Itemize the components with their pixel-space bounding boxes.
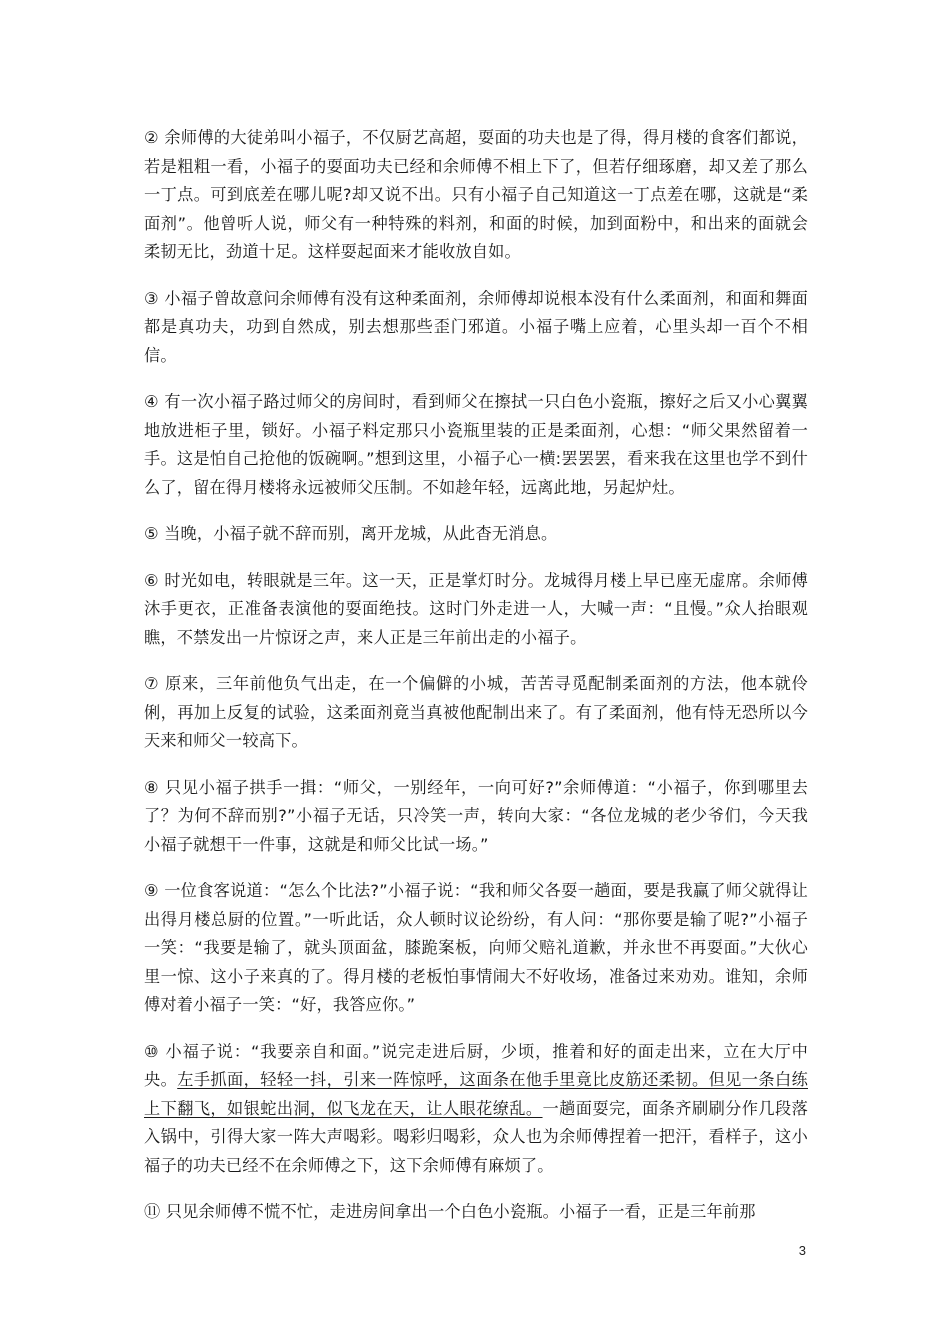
paragraph-7 <box>144 670 808 756</box>
story-text <box>144 124 808 1245</box>
paragraph-5 <box>144 520 808 549</box>
paragraph-number: ⑧ <box>144 777 160 797</box>
paragraph-text: 小福子说：“我要亲自和面。”说完走进后厨，少顷，推着和好的面走出来，立在大厅中央。 <box>144 1041 808 1089</box>
paragraph-text: 只见小福子拱手一揖：“师父，一别经年，一向可好?”余师傅道：“小福子，你到哪里去了？为何不辞而别?”小福子无话，只冷笑一声，转向大家：“各位龙城的老少爷们，今天我小福子就想干一件事，这就是和师父比试一场。” <box>144 777 808 854</box>
paragraph-4 <box>144 388 808 502</box>
paragraph-8 <box>144 774 808 860</box>
paragraph-number: ⑪ <box>144 1202 161 1221</box>
paragraph-text: 原来，三年前他负气出走，在一个偏僻的小城，苦苦寻觅配制柔面剂的方法，他本就伶俐，再加上反复的试验，这柔面剂竟当真被他配制出来了。有了柔面剂，他有恃无恐所以今天来和师父一较高下。 <box>144 674 808 750</box>
paragraph-text: 有一次小福子路过师父的房间时，看到师父在擦拭一只白色小瓷瓶，擦好之后又小心翼翼地放进柜子里，锁好。小福子料定那只小瓷瓶里装的正是柔面剂，心想：“师父果然留着一手。这是怕自己抢他的饭碗啊。”想到这里，小福子心一横:罢罢罢，看来我在这里也学不到什么了，留在得月楼将永远被师父压制。不如趁年轻，远离此地，另起炉灶。 <box>144 392 808 497</box>
paragraph-number: ② <box>144 128 159 147</box>
paragraph-text-continued: 一趟面耍完，面条齐刷刷分作几段落入锅中，引得大家一阵大声喝彩。喝彩归喝彩，众人也为余师傅捏着一把汗，看样子，这小福子的功夫已经不在余师傅之下，这下余师傅有麻烦了。 <box>144 1098 808 1175</box>
paragraph-number: ⑨ <box>144 881 159 900</box>
paragraph-number: ⑥ <box>144 570 159 590</box>
paragraph-text: 时光如电，转眼就是三年。这一天，正是掌灯时分。龙城得月楼上早已座无虚席。余师傅沐手更衣，正准备表演他的耍面绝技。这时门外走进一人，大喊一声：“且慢。”众人抬眼观瞧，不禁发出一片惊讶之声，来人正是三年前出走的小福子。 <box>144 570 808 647</box>
paragraph-3 <box>144 285 808 371</box>
paragraph-11 <box>144 1198 808 1227</box>
paragraph-number: ⑤ <box>144 524 159 543</box>
page-number: 3 <box>798 1243 806 1258</box>
paragraph-number: ④ <box>144 392 159 411</box>
paragraph-text: 只见余师傅不慌不忙，走进房间拿出一个白色小瓷瓶。小福子一看，正是三年前那 <box>165 1202 756 1221</box>
paragraph-text: 当晚，小福子就不辞而别，离开龙城，从此杳无消息。 <box>164 524 558 543</box>
paragraph-number: ⑩ <box>144 1041 160 1061</box>
paragraph-9 <box>144 877 808 1020</box>
paragraph-text: 小福子曾故意问余师傅有没有这种柔面剂，余师傅却说根本没有什么柔面剂，和面和舞面都是真功夫，功到自然成，别去想那些歪门邪道。小福子嘴上应着，心里头却一百个不相信。 <box>144 288 808 365</box>
paragraph-number: ③ <box>144 288 159 308</box>
paragraph-2 <box>144 124 808 267</box>
paragraph-6 <box>144 567 808 653</box>
paragraph-number: ⑦ <box>144 674 160 693</box>
underlined-passage: 左手抓面，轻轻一抖，引来一阵惊呼，这面条在他手里竟比皮筋还柔韧。但见一条白练上下翻飞，如银蛇出洞，似飞龙在天，让人眼花缭乱。 <box>144 1070 808 1118</box>
paragraph-text: 一位食客说道：“怎么个比法?”小福子说：“我和师父各耍一趟面，要是我赢了师父就得让出得月楼总厨的位置。”一听此话，众人顿时议论纷纷，有人问：“那你要是输了呢?”小福子一笑：“我要是输了，就头顶面盆，膝跪案板，向师父赔礼道歉，并永世不再耍面。”大伙心里一惊、这小子来真的了。得月楼的老板怕事情闹大不好收场，准备过来劝劝。谁知，余师傅对着小福子一笑：“好，我答应你。” <box>144 881 808 1014</box>
paragraph-text: 余师傅的大徒弟叫小福子，不仅厨艺高超，耍面的功夫也是了得，得月楼的食客们都说，若是粗粗一看，小福子的耍面功夫已经和余师傅不相上下了，但若仔细琢磨，却又差了那么一丁点。可到底差在哪儿呢?却又说不出。只有小福子自己知道这一丁点差在哪，这就是“柔面剂”。他曾听人说，师父有一种特殊的料剂，和面的时候，加到面粉中，和出来的面就会柔韧无比，劲道十足。这样耍起面来才能收放自如。 <box>144 128 808 261</box>
paragraph-10 <box>144 1038 808 1181</box>
